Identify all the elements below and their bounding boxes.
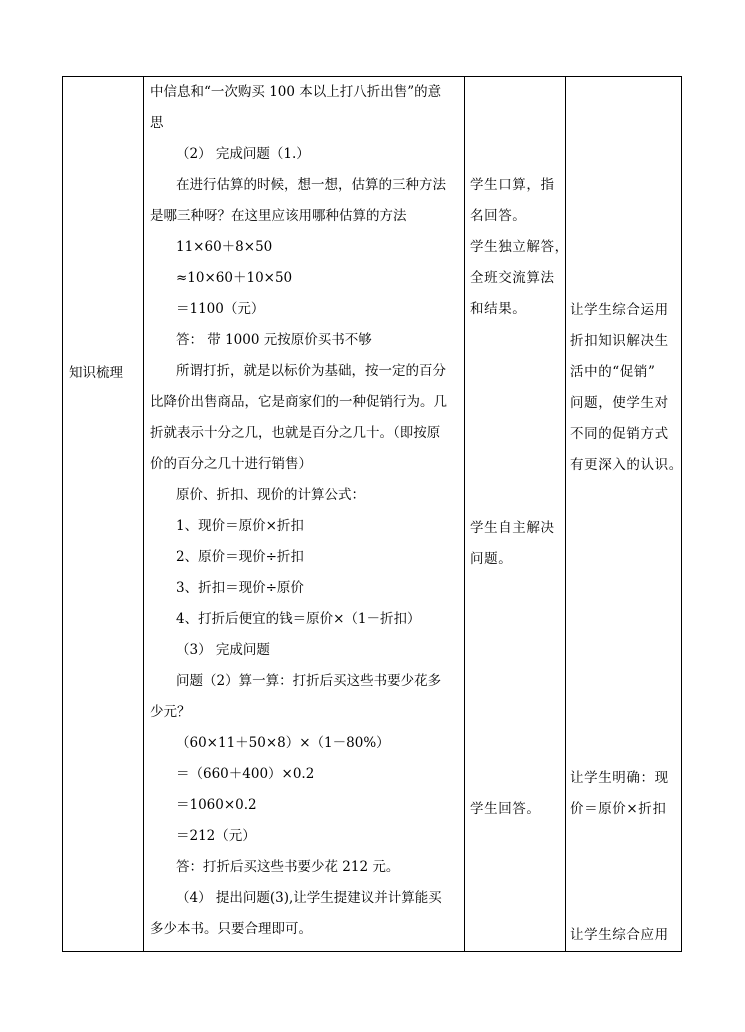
- column-divider: [143, 77, 144, 951]
- activity-line: 学生自主解决: [470, 520, 555, 536]
- content-line: 11×60＋8×50: [176, 239, 273, 255]
- content-line: 少元？: [150, 704, 191, 720]
- content-line: ＝1060×0.2: [176, 797, 257, 813]
- activity-line: 问题。: [470, 551, 513, 567]
- intent-line: 让学生明确：现: [570, 770, 669, 786]
- activity-line: 和结果。: [470, 301, 527, 317]
- content-line: 是哪三种呀？在这里应该用哪种估算的方法: [150, 208, 407, 224]
- activity-line: 学生口算，指: [470, 177, 555, 193]
- content-line: 2、原价＝现价÷折扣: [176, 549, 304, 565]
- intent-line: 活中的“促销”: [570, 364, 656, 380]
- intent-line: 让学生综合运用: [570, 302, 669, 318]
- lesson-table: [62, 76, 682, 952]
- intent-line: 不同的促销方式: [570, 426, 669, 442]
- activity-line: 学生回答。: [470, 801, 541, 817]
- content-line: （60×11＋50×8）×（1－80%）: [176, 735, 390, 751]
- content-line: 答： 带 1000 元按原价买书不够: [176, 332, 372, 348]
- content-line: 思: [150, 115, 164, 131]
- content-line: ≈10×60＋10×50: [176, 270, 293, 286]
- content-line: 比降价出售商品，它是商家们的一种促销行为。几: [150, 394, 447, 410]
- content-line: （2） 完成问题（1.）: [176, 146, 310, 162]
- content-line: 答：打折后买这些书要少花 212 元。: [176, 859, 400, 875]
- content-line: 1、现价＝原价×折扣: [176, 518, 304, 534]
- content-line: 在进行估算的时候，想一想，估算的三种方法: [176, 177, 446, 193]
- content-line: 3、折扣＝现价÷原价: [176, 580, 304, 596]
- intent-line: 价＝原价×折扣: [570, 801, 667, 817]
- design-intent-block: [570, 763, 669, 825]
- student-activity-block: [470, 513, 555, 575]
- activity-line: 学生独立解答，: [470, 239, 569, 255]
- content-line: 折就表示十分之几，也就是百分之几十。（即按原: [150, 425, 441, 441]
- intent-line: 折扣知识解决生: [570, 333, 669, 349]
- intent-line: 问题，使学生对: [570, 395, 669, 411]
- content-line: 多少本书。只要合理即可。: [150, 921, 312, 937]
- content-line: 价的百分之几十进行销售）: [150, 456, 312, 472]
- activity-line: 名回答。: [470, 208, 527, 224]
- activity-line: 全班交流算法: [470, 270, 555, 286]
- content-line: 4、打折后便宜的钱＝原价×（1－折扣）: [176, 611, 421, 627]
- content-line: （4） 提出问题(3),让学生提建议并计算能买: [176, 890, 442, 906]
- content-line: ＝212（元）: [176, 828, 256, 844]
- design-intent-block: [570, 920, 669, 951]
- design-intent-block: [570, 295, 683, 481]
- section-label: 知识梳理: [69, 365, 123, 381]
- content-line: 所谓打折，就是以标价为基础，按一定的百分: [176, 363, 446, 379]
- intent-line: 有更深入的认识。: [570, 457, 683, 473]
- content-line: 中信息和“一次购买 100 本以上打八折出售”的意: [150, 84, 442, 100]
- teaching-content: [150, 77, 447, 945]
- column-divider: [464, 77, 465, 951]
- student-activity-block: [470, 170, 569, 325]
- content-line: ＝（660＋400）×0.2: [176, 766, 315, 782]
- intent-line: 让学生综合应用: [570, 927, 669, 943]
- student-activity-block: [470, 794, 541, 825]
- content-line: 原价、折扣、现价的计算公式：: [176, 487, 365, 503]
- content-line: （3） 完成问题: [176, 642, 270, 658]
- content-line: ＝1100（元）: [176, 301, 265, 317]
- content-line: 问题（2）算一算：打折后买这些书要少花多: [176, 673, 442, 689]
